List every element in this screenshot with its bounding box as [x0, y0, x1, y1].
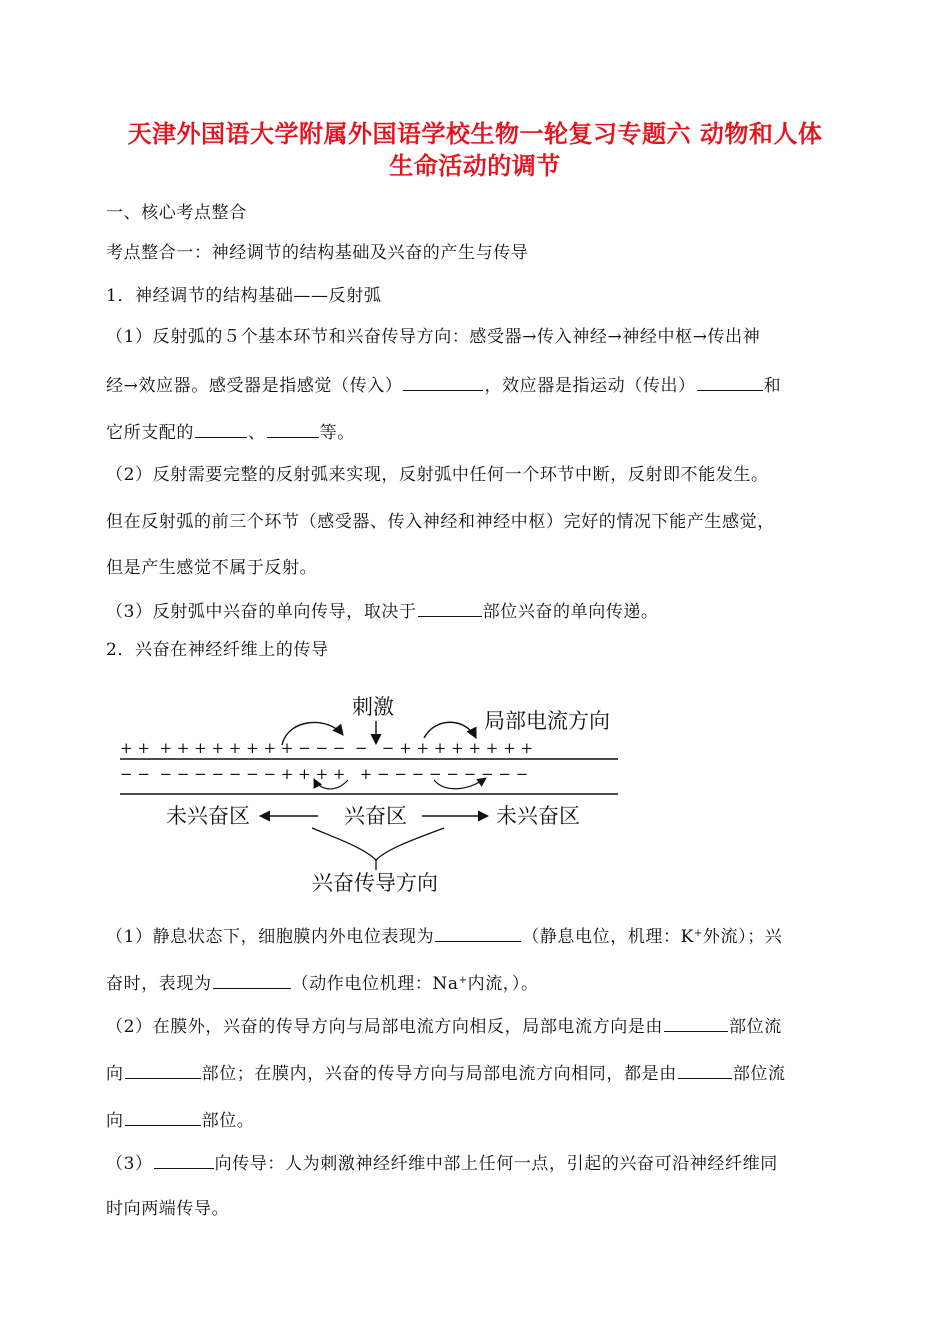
item2-paragraph1-line-a [106, 925, 782, 947]
superscript-plus: + [693, 928, 703, 939]
fill-blank [678, 1062, 732, 1079]
text-span: （1）静息状态下，细胞膜内外电位表现为 [106, 927, 435, 947]
text-span: ，效应器是指运动（传出） [484, 376, 696, 396]
fill-blank [195, 421, 247, 438]
item1-paragraph2-line-a: （2）反射需要完整的反射弧来实现，反射弧中任何一个环节中断，反射即不能发生。 [106, 465, 769, 485]
excited-zone-label: 兴奋区 [344, 804, 407, 828]
text-span: 部位流 [729, 1017, 782, 1037]
document-title-line-1: 天津外国语大学附属外国语学校生物一轮复习专题六 动物和人体 [127, 120, 823, 148]
outside-charge-signs: + + + + + + + + + + − − − − − + + + + + + + + [120, 739, 534, 757]
fill-blank [125, 1062, 201, 1079]
text-span: 外流）；兴 [702, 927, 783, 947]
text-span: 向 [106, 1064, 124, 1084]
item2-paragraph3-line-a [106, 1152, 778, 1174]
text-span: 奋时，表现为 [106, 974, 212, 994]
item2-paragraph2-line-c [106, 1109, 254, 1131]
text-span: 向传导：人为刺激神经纤维中部上任何一点，引起的兴奋可沿神经纤维同 [214, 1154, 778, 1174]
nerve-conduction-diagram [100, 688, 630, 898]
text-span: （3）反射弧中兴奋的单向传导，取决于 [106, 602, 417, 622]
item1-paragraph1-line-b [106, 374, 781, 396]
item2-paragraph2-line-b [106, 1062, 786, 1084]
conduction-brace [312, 828, 444, 860]
topic-heading: 考点整合一：神经调节的结构基础及兴奋的产生与传导 [106, 243, 529, 263]
section-heading: 一、核心考点整合 [106, 203, 247, 223]
superscript-plus: + [458, 975, 468, 986]
text-span: 等。 [319, 423, 355, 443]
item1-paragraph2-line-c: 但是产生感觉不属于反射。 [106, 558, 318, 578]
item1-paragraph3 [106, 600, 659, 622]
fill-blank [418, 600, 482, 617]
text-span: 、 [248, 423, 266, 443]
text-span: 部位兴奋的单向传递。 [482, 602, 659, 622]
text-span: （静息电位，机理：K [522, 927, 694, 947]
text-span: 和 [763, 376, 782, 396]
text-span: 内流，）。 [467, 974, 539, 994]
text-span: 它所支配的 [106, 423, 194, 443]
text-span: （2）在膜外，兴奋的传导方向与局部电流方向相反，局部电流方向是由 [106, 1017, 664, 1037]
fill-blank [154, 1152, 214, 1169]
item1-paragraph2-line-b: 但在反射弧的前三个环节（感受器、传入神经和神经中枢）完好的情况下能产生感觉， [106, 512, 775, 532]
text-span: 部位。 [201, 1111, 255, 1131]
item2-paragraph1-line-b [106, 972, 539, 994]
fill-blank [403, 374, 483, 391]
text-span: 向 [106, 1111, 124, 1131]
text-span: 部位；在膜内，兴奋的传导方向与局部电流方向相同，都是由 [201, 1064, 677, 1084]
text-span: 经→效应器。感受器是指感觉（传入） [106, 376, 403, 396]
fill-blank [267, 421, 319, 438]
item2-paragraph3-line-b: 时向两端传导。 [106, 1199, 230, 1219]
item1-paragraph1-line-c [106, 421, 355, 443]
item2-paragraph2-line-a [106, 1015, 782, 1037]
fill-blank [213, 972, 291, 989]
fill-blank [125, 1109, 201, 1126]
document-title-line-2: 生命活动的调节 [389, 152, 561, 180]
text-span: （动作电位机理：Na [291, 974, 459, 994]
item2-heading: 2．兴奋在神经纤维上的传导 [106, 640, 329, 660]
local-current-arc-right [424, 722, 476, 738]
local-current-label: 局部电流方向 [484, 709, 610, 733]
inside-charge-signs: − − − − − − − − − + + + + + − − − − − − − − − [120, 765, 529, 783]
fill-blank [664, 1015, 728, 1032]
item1-paragraph1-line-a: （1）反射弧的５个基本环节和兴奋传导方向：感受器→传入神经→神经中枢→传出神 [106, 327, 761, 347]
fill-blank [435, 925, 521, 942]
item1-heading: 1．神经调节的结构基础——反射弧 [106, 286, 382, 306]
unexcited-zone-right-label: 未兴奋区 [496, 804, 580, 828]
conduction-direction-label: 兴奋传导方向 [312, 871, 438, 895]
stimulus-label: 刺激 [352, 695, 394, 719]
unexcited-zone-left-label: 未兴奋区 [166, 804, 250, 828]
text-span: （3） [106, 1154, 153, 1174]
text-span: 部位流 [732, 1064, 786, 1084]
fill-blank [697, 374, 763, 391]
